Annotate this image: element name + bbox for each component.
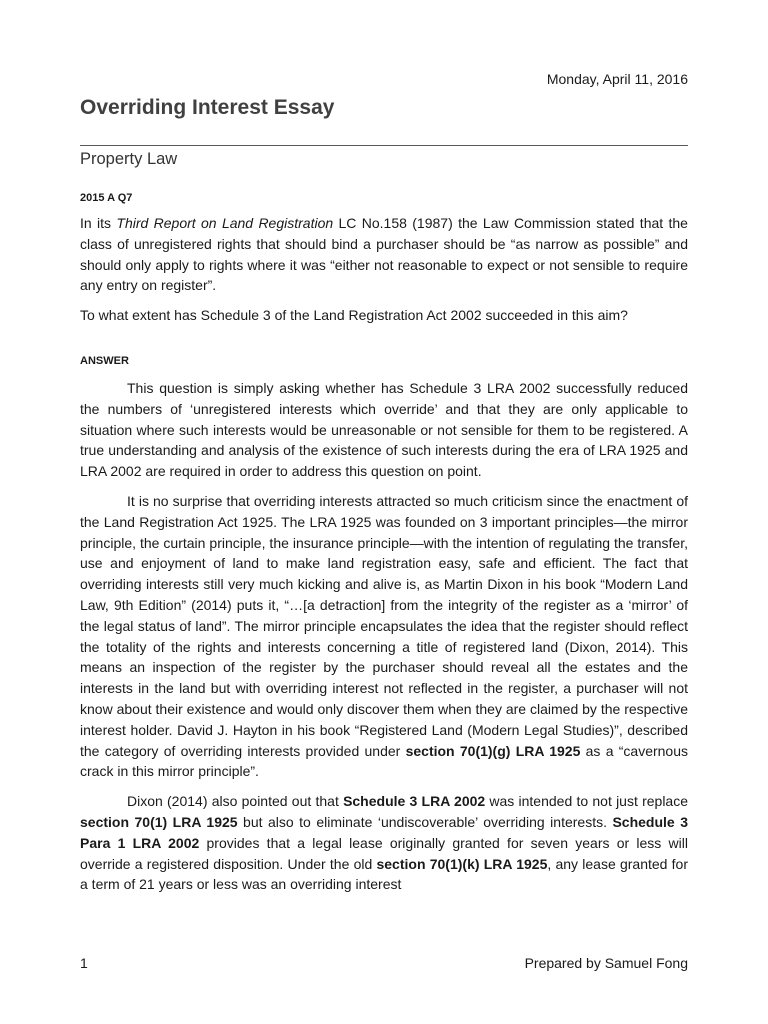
page-number: 1 [80,955,88,971]
answer-paragraph-3 [80,791,688,895]
document-body [80,192,688,904]
question-text-part: LC No.158 (1987) the Law Commission stated that the class of unregistered rights that should bind a purchaser should be “as narrow as possible” and should only apply to rights where it was “either not reasonable to expect or not sensible to require any entry on register”. [80,215,688,294]
author-credit: Prepared by Samuel Fong [524,955,688,971]
document-page [80,0,688,1024]
paragraph-text: provides that a legal lease originally granted for seven years or less will override a registered disposition. Under the old [80,834,688,872]
statute-reference: Schedule 3 Para 1 LRA 2002 [80,813,688,851]
question-reference: 2015 A Q7 [80,192,133,204]
paragraph-text: but also to eliminate ‘undiscoverable’ overriding interests. [237,813,613,830]
answer-heading: ANSWER [80,354,129,367]
document-subtitle: Property Law [80,150,178,168]
question-prompt: To what extent has Schedule 3 of the Land Registration Act 2002 succeeded in this aim? [80,307,628,324]
question-text-part: In its [80,215,117,231]
question-paragraph [80,213,688,296]
paragraph-text: as a “cavernous crack in this mirror principle”. [80,742,688,780]
paragraph-text: was intended to not just replace [485,793,688,810]
report-title-italic: Third Report on Land Registration [116,215,334,231]
statute-reference: Schedule 3 LRA 2002 [343,793,486,810]
answer-paragraph-2 [80,491,688,782]
title-divider [80,145,688,146]
statute-reference: section 70(1)(k) LRA 1925 [376,855,548,872]
paragraph-text: It is no surprise that overriding interests attracted so much criticism since the enactment of the Land Registration Act 1925. The LRA 1925 was founded on 3 important principles—the mirror principle, the curtain principle, the insurance principle—with the intention of regulating the transfer, use and enjoyment of land to make land registration easy, safe and efficient. The fact that overriding interests still very much kicking and alive is, as Martin Dixon in his book “Modern Land Law, 9th Edition” (2014) puts it, “…[a detraction] from the integrity of the register as a ‘mirror’ of the legal status of land”. The mirror principle encapsulates the idea that the register should reflect the totality of the rights and interests concerning a title of registered land (Dixon, 2014). This means an inspection of the register by the purchaser should reveal all the estates and the interests in the land but with overriding interest not reflected in the register, a purchaser will not know about their existence and would only discover them when they are claimed by the respective interest holder. David J. Hayton in his book “Registered Land (Modern Legal Studies)”, described the category of overriding interests provided under [80,492,688,759]
statute-reference: section 70(1)(g) LRA 1925 [405,742,581,759]
document-title: Overriding Interest Essay [80,96,335,119]
document-date: Monday, April 11, 2016 [546,71,688,87]
paragraph-text: Dixon (2014) also pointed out that [127,793,344,810]
answer-paragraph-1: This question is simply asking whether has Schedule 3 LRA 2002 successfully reduced the numbers of ‘unregistered interests which override’ and that they are only applicable to situation where such interests would be unreasonable or not sensible for them to be registered. A true understanding and analysis of the existence of such interests during the era of LRA 1925 and LRA 2002 are required in order to address this question on point. [80,379,688,480]
paragraph-text: , any lease granted for a term of 21 years or less was an overriding interest [80,855,688,893]
statute-reference: section 70(1) LRA 1925 [80,813,238,830]
